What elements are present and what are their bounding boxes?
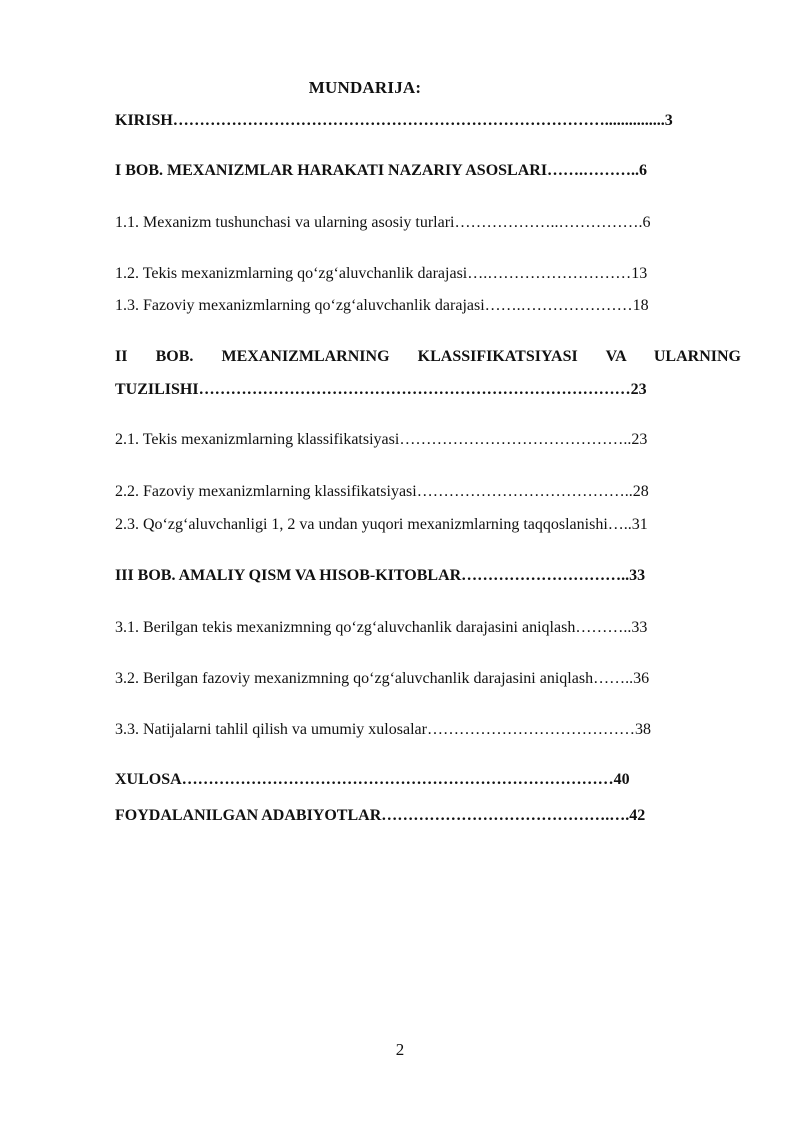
toc-entry-3-1: 3.1. Berilgan tekis mexanizmning qo‘zg‘aluvchanlik darajasini aniqlash………..33 <box>115 619 648 636</box>
toc-entry-chapter-3: III BOB. AMALIY QISM VA HISOB-KITOBLAR…………………………..33 <box>115 567 646 584</box>
toc-entry-2-1: 2.1. Tekis mexanizmlarning klassifikatsiyasi……………………………………..23 <box>115 431 648 448</box>
toc-entry-1-3: 1.3. Fazoviy mexanizmlarning qo‘zg‘aluvchanlik darajasi…….…………………18 <box>115 297 649 314</box>
toc-entry-1-2: 1.2. Tekis mexanizmlarning qo‘zg‘aluvchanlik darajasi….………………………13 <box>115 265 648 282</box>
toc-entry-xulosa: XULOSA………………………………………………………………………40 <box>115 771 630 788</box>
toc-entry-kirish: KIRISH………………………………………………………………………...............3 <box>115 112 673 129</box>
toc-entry-chapter-1: I BOB. MEXANIZMLAR HARAKATI NAZARIY ASOSLARI…….………..6 <box>115 162 648 179</box>
toc-entry-chapter-2-line-2: TUZILISHI………………………………………………………………………23 <box>115 381 647 398</box>
toc-entry-2-2: 2.2. Fazoviy mexanizmlarning klassifikatsiyasi…………………………………..28 <box>115 483 649 500</box>
toc-entry-3-2: 3.2. Berilgan fazoviy mexanizmning qo‘zg‘aluvchanlik darajasini aniqlash……..36 <box>115 670 650 687</box>
toc-entry-chapter-2-line-1: II BOB. MEXANIZMLARNING KLASSIFIKATSIYASI VA ULARNING <box>115 348 741 365</box>
toc-entry-1-1: 1.1. Mexanizm tushunchasi va ularning asosiy turlari………………..…………….6 <box>115 214 651 231</box>
toc-entry-adabiyotlar: FOYDALANILGAN ADABIYOTLAR…………………………………….….42 <box>115 807 646 824</box>
page-title: MUNDARIJA: <box>308 78 422 97</box>
toc-entry-2-3: 2.3. Qo‘zg‘aluvchanligi 1, 2 va undan yuqori mexanizmlarning taqqoslanishi…..31 <box>115 516 648 533</box>
toc-entry-3-3: 3.3. Natijalarni tahlil qilish va umumiy xulosalar…………………………………38 <box>115 721 651 738</box>
page-number: 2 <box>395 1040 405 1059</box>
